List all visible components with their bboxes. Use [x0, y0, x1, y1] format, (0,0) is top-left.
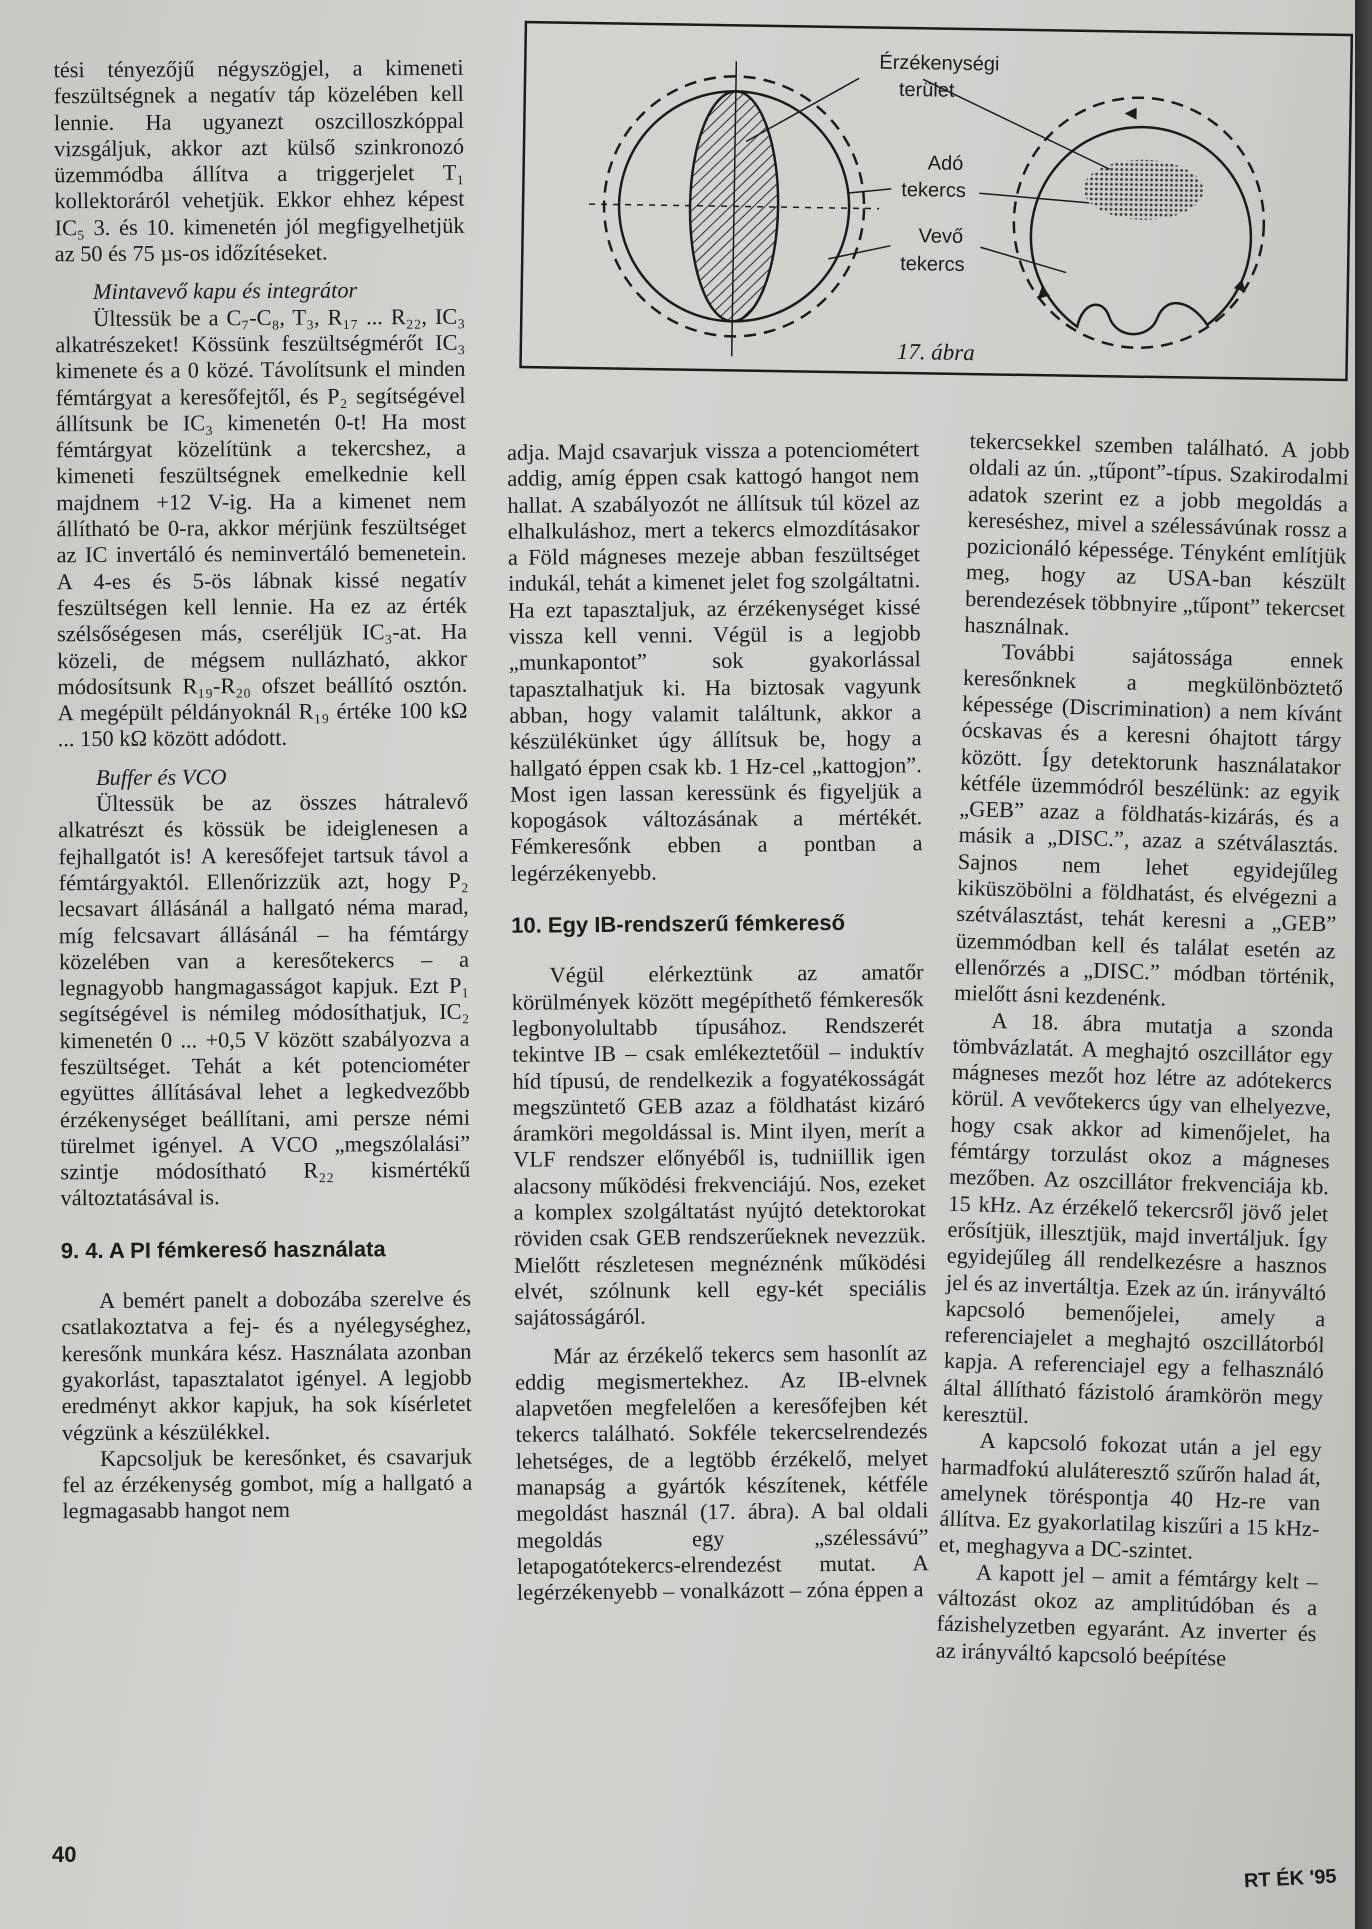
label-sensitive-area-2: terület: [898, 78, 955, 102]
figure-caption: 17. ábra: [896, 338, 975, 366]
paragraph: adja. Majd csavarjuk vissza a potenciométert addig, amíg éppen csak kattogó hangot nem hallat. A szabályozót ne állítsuk túl közel az elhalkuláshoz, mert a tekercs elmozdításakor a Föld mágneses mezeje abban feszültséget indukál, tehát a kimenet jelet fog szolgáltatni. Ha ezt tapasztaljuk, az érzékenységet kissé vissza kell venni. Végül is a legjobb „munkapontot” sok gyakorlással tapasztalhatjuk ki. Ha biztosak vagyunk abban, hogy valamit találtunk, akkor a készülékünket úgy állítsuk be, hogy a hallgató éppen csak kb. 1 Hz-cel „kattogjon”. Most igen lassan keressünk és figyeljük a kopogások változásának a mértékét. Fémkeresőnk ebben a pontban a legérzékenyebb.: [506, 436, 923, 886]
column-middle: [507, 436, 929, 1606]
paragraph: tési tényezőjű négyszögjel, a kimeneti feszültségnek a negatív táp közelében kell lennie. Ha ugyanezt oszcilloszkóppal vizsgáljuk, akkor azt külső szinkronozó üzemmódba állítva a triggerjelet T₁ kollektoráról vehetjük. Ekkor ehhez képest IC₅ 3. és 10. kimenetén jól megfigyelhetjük az 50 és 75 µs-os időzítéseket.: [53, 54, 465, 267]
paragraph: Végül elérkeztünk az amatőr körülmények között megépíthető fémkeresők legbonyolultabb típusához. Rendszerét tekintve IB – csak emlékeztetőül – induktív híd típusú, de rendelkezik a fogyatékosságát megszüntető GEB azaz a földhatást kizáró áramköri megoldással is. Mint ilyen, merít a VLF rendszer előnyéből is, tudniillik igen alacsony működési frekvenciájú. Nos, ezeket a komplex szolgáltatást nyújtó detektorokat röviden csak GEB rendszerűeknek nevezzük. Mielőtt részletesen megnéznénk működési elvét, szólnunk kell egy-két speciális sajátosságáról.: [511, 959, 927, 1330]
column-left: [54, 55, 473, 1525]
sensitive-zone-right: [1083, 159, 1204, 221]
label-transmit-coil-1: Adó: [927, 152, 964, 175]
paragraph: Kapcsoljuk be keresőnket, és csavarjuk fel az érzékenység gombot, míg a hallgató a legmagasabb hangot nem: [62, 1443, 473, 1524]
paragraph: A kapcsoló fokozat után a jel egy harmadfokú aluláteresztő szűrőn halad át, amelynek töréspontja 40 Hz-re van állítva. Ez gyakorlatilag kiszűri a 15 kHz-et, meghagyva a DC-szintet.: [938, 1427, 1322, 1565]
paragraph: További sajátossága ennek keresőnknek a megkülönböztető képessége (Discrimination) a nem kívánt ócskavas és a keresni óhajtott tárgy között. Így detektorunk használatakor kétféle üzemmódról beszélünk: az egyik „GEB” azaz a földhatás-kizárás, és a másik a „DISC.”, azaz a szétválasztás. Sajnos nem lehet egyidejűleg kiküszöbölni a földhatást, és elvégezni a szétválasztást, tehát keresni a „GEB” üzemmódban kell és találat esetén az ellenőrzés a „DISC.” módban történik, mielőtt ásni kezdenénk.: [953, 639, 1344, 1011]
section-heading-ib-detector: 10. Egy IB-rendszerű fémkereső: [511, 909, 846, 938]
paragraph: Ültessük be a C₇-C₈, T₃, R₁₇ ... R₂₂, IC₃ alkatrészeket! Kössünk feszültségmérőt IC₃ kimenete és a 0 közé. Távolítsunk el minden fémtárgyat a keresőfejtől, és P₂ segítségével állítsunk be IC₃ kimenetén 0-t! Ha most fémtárgyat közelítünk a tekercshez, a kimeneti feszültségnek emelkednie kell majdnem +12 V-ig. Ha a kimenet nem állítható be 0-ra, akkor mérjünk feszültséget az IC invertáló és neminvertáló bemenetein. A 4-es és 5-ös lábnak kissé negatív feszültségen kell lennie. Ha ez az érték szélsőségesen más, cseréljük IC₃-at. Ha közeli, de mégsem nullázható, akkor módosítsunk R₁₉-R₂₀ ofszet beállító osztón. A megépült példányoknál R₁₉ értéke 100 kΩ ... 150 kΩ között adódott.: [55, 303, 468, 752]
label-receive-coil-1: Vevő: [918, 225, 964, 248]
label-receive-coil-2: tekercs: [900, 252, 965, 276]
page-edge-shadow: [1355, 0, 1372, 1929]
page-number: 40: [52, 1842, 77, 1867]
paragraph: Ültessük be az összes hátralevő alkatrészt és kössük be ideiglenesen a fejhallgatót is! A keresőfejet tartsuk távol a fémtárgyaktól. Ellenőrizzük azt, hogy P₂ lecsavart állásánál a hallgató néma marad, míg felcsavart állásánál – ha fémtárgy közelében van a keresőtekercs – a legnagyobb hangmagasságot kapjuk. Ezt P₁ segítségével is némileg módosíthatjuk, IC₂ kimenetén 0 ... +0,5 V között szabályozva a feszültséget. Tehát a két potenciométer együttes állításával lehet a legkedvezőbb érzékenységet beállítani, ami persze némi türelmet igényel. A VCO „megszólalási” szintje módosítható R₂₂ kismértékű változtatásával is.: [58, 788, 471, 1211]
magazine-footer: RT ÉK '95: [1243, 1865, 1338, 1893]
paragraph: tekercsekkel szemben található. A jobb oldali az ún. „tűpont”-típus. Szakirodalmi adatok szerint ez a jobb megoldás a kereséshez, mivel a szélessávúnak rossz a pozicionáló képessége. Tényként említjük meg, hogy az USA-ban készült berendezések többnyire „tűpont” tekercset használnak.: [964, 428, 1350, 640]
column-right: [935, 428, 1349, 1674]
paragraph: A bemért panelt a dobozába szerelve és csatlakoztatva a fej- és a nyélegységhez, keresőnk munkára kész. Használata azonban gyakorlást, tapasztalatot igényel. A legjobb eredményt akkor kapjuk, ha sok kísérletet végzünk a készülékkel.: [61, 1285, 472, 1445]
subheading-buffer-vco: Buffer és VCO: [95, 763, 227, 790]
paragraph: Már az érzékelő tekercs sem hasonlít az eddig megismertekhez. Az IB-elvnek alapvetően megfelelően a keresőfejben két tekercs található. Sokféle tekercselrendezés lehetséges, de a legtöbb érzékelő, melyet manapság a gyártók készítenek, kétféle megoldást használ (17. ábra). A bal oldali megoldás egy „szélessávú” letapogatótekercs-elrendezést mutat. A legérzékenyebb – vonalkázott – zóna éppen a: [515, 1339, 929, 1605]
wideband-coil: [587, 59, 882, 359]
label-sensitive-area-1: Érzékenységi: [879, 51, 1000, 76]
paragraph: A kapott jel – amit a fémtárgy kelt – változást okoz az amplitúdóban és a fázishelyzetben egyaránt. Az inverter és az irányváltó kapcsoló beépítése: [935, 1559, 1319, 1671]
label-transmit-coil-2: tekercs: [901, 178, 966, 202]
paragraph: A 18. ábra mutatja a szonda tömbvázlatát. A meghajtó oszcillátor egy mágneses mezőt hoz létre az adótekercs körül. A vevőtekercs úgy van elhelyezve, hogy csak akkor ad kimenőjelet, ha fémtárgy torzulást okoz a mágneses mezőben. Az oszcillátor frekvenciája kb. 15 kHz. Az érzékelő tekercsről jövő jelet erősítjük, illesztjük, majd invertáljuk. Így egyidejűleg áll rendelkezésre a hasznos jel és az invertáltja. Ezek az ún. irányváltó kapcsoló bemenőjelei, amely a referenciajelet a meghajtó oszcillátorból kapja. A referenciajel egy a felhasználó által állítható fázistoló áramkörön megy keresztül.: [942, 1007, 1334, 1429]
section-heading-pi-usage: 9. 4. A PI fémkereső használata: [60, 1236, 386, 1264]
subheading-sampling-gate: Mintavevő kapu és integrátor: [92, 277, 358, 305]
pinpoint-coil: [1012, 96, 1266, 350]
figure-17: [515, 18, 1355, 451]
coil-diagram: [515, 18, 1355, 451]
